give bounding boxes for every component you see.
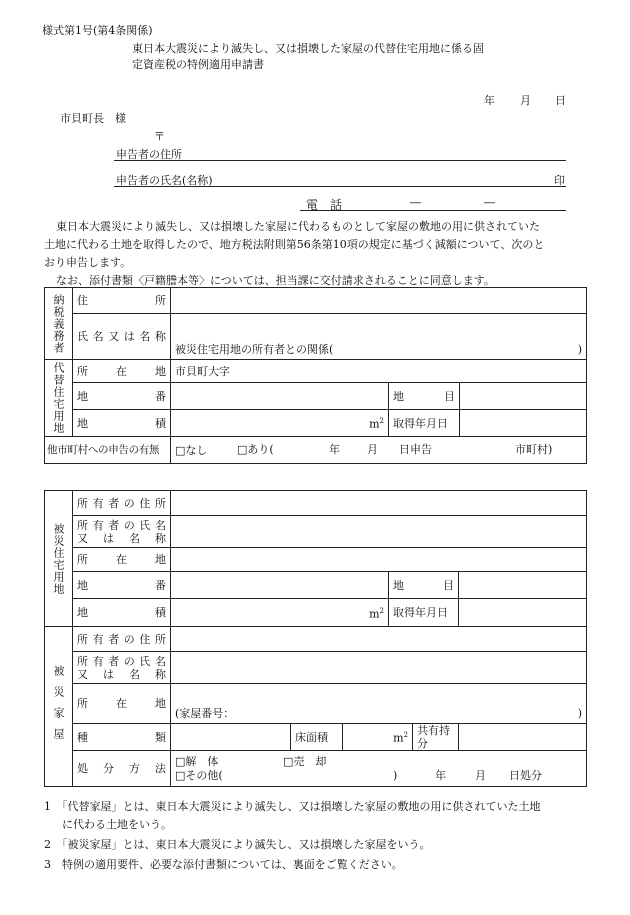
taxpayer-name-field[interactable] [171, 314, 587, 360]
other-muni-day: 日申告 [399, 443, 432, 456]
land-owner-name-label [73, 516, 171, 548]
disposal-month: 月 [475, 768, 486, 782]
land-acq-date-label: 取得年月日 [389, 599, 459, 627]
land-owner-address-label: 所有者の住所 [73, 491, 171, 516]
addressee: 市貝町長 様 [60, 112, 126, 125]
relation-label: 被災住宅用地の所有者との関係( [175, 343, 334, 356]
phone-label: 電 話 [306, 198, 343, 212]
applicant-name-line[interactable] [114, 186, 566, 187]
house-owner-address-field[interactable] [171, 627, 587, 652]
date-day-label: 日 [555, 94, 566, 107]
house-owner-address-label: 所有者の住所 [73, 627, 171, 652]
disposal-other-close: ) [393, 768, 398, 782]
house-location-field[interactable] [171, 684, 587, 724]
other-muni-month: 月 [367, 443, 378, 456]
alt-area-label: 地 積 [73, 410, 171, 437]
land-lot-field[interactable] [171, 572, 389, 599]
alt-land-category-field[interactable] [460, 383, 587, 410]
alt-location-field[interactable]: 市貝町大字 [171, 360, 587, 383]
date-year-label: 年 [484, 94, 495, 107]
land-owner-address-field[interactable] [171, 491, 587, 516]
applicant-address-line[interactable] [114, 160, 566, 161]
other-muni-field[interactable] [171, 437, 587, 464]
taxpayer-section-label: 納税義務者 [45, 288, 73, 360]
land-category-field[interactable] [459, 572, 587, 599]
house-kind-field[interactable] [171, 724, 291, 751]
disaster-land-section-label: 被災住宅用地 [45, 491, 73, 627]
intro-line1: 東日本大震災により滅失し、又は損壊した家屋に代わるものとして家屋の敷地の用に供されていた [56, 220, 540, 233]
form-number: 様式第1号(第4条関係) [42, 24, 153, 37]
date-month-label: 月 [520, 94, 531, 107]
alt-land-section-label: 代替住宅用地 [45, 360, 73, 437]
applicant-address-label: 申告者の住所 [116, 148, 182, 161]
other-muni-none[interactable]: □なし [175, 443, 208, 457]
intro-line2: 土地に代わる土地を取得したので、地方税法附則第56条第10項の規定に基づく減額について、次のと [44, 238, 545, 251]
taxpayer-address-field[interactable] [171, 288, 587, 314]
phone-separator-2: ― [484, 196, 495, 209]
alt-lot-label: 地 番 [73, 383, 171, 410]
alt-acq-date-field[interactable] [460, 410, 587, 437]
postal-mark: 〒 [154, 130, 165, 143]
land-owner-name-field[interactable] [171, 516, 587, 548]
land-category-label: 地 目 [389, 572, 459, 599]
note-1-line2: に代わる土地をいう。 [62, 818, 172, 831]
alt-area-unit-sup: 2 [379, 417, 384, 426]
phone-line[interactable] [300, 210, 566, 211]
taxpayer-address-label: 住 所 [73, 288, 171, 314]
disposal-demolish[interactable]: □解 体 [175, 754, 219, 768]
house-number-close: ) [577, 707, 582, 720]
disposal-day: 日処分 [509, 768, 542, 782]
disposal-sale[interactable]: □売 却 [283, 754, 327, 768]
note-1-line1: 1 「代替家屋」とは、東日本大震災により滅失し、又は損壊した家屋の敷地の用に供されていた土地 [44, 800, 541, 813]
other-muni-yes[interactable]: □あり( [237, 443, 274, 456]
table-disaster-land-house [44, 490, 587, 787]
applicant-name-label: 申告者の氏名(名称) [116, 174, 213, 187]
land-owner-name-label-2: 又 は 名 称 [77, 531, 166, 545]
alt-land-category-label: 地 目 [389, 383, 460, 410]
house-owner-name-label-1: 所有者の氏名 [77, 654, 166, 668]
floor-area-unit: m [393, 731, 404, 745]
land-owner-name-label-1: 所有者の氏名 [77, 518, 166, 532]
land-acq-date-field[interactable] [459, 599, 587, 627]
land-area-field[interactable] [171, 599, 389, 627]
disaster-house-section-label: 被災家屋 [45, 627, 73, 787]
alt-acq-date-label: 取得年月日 [389, 410, 460, 437]
other-muni-label: 他市町村への申告の有無 [45, 437, 171, 464]
house-owner-name-field[interactable] [171, 652, 587, 684]
phone-separator-1: ― [410, 196, 421, 209]
table-taxpayer-alt-land [44, 287, 587, 464]
note-2: 2 「被災家屋」とは、東日本大震災により滅失し、又は損壊した家屋をいう。 [44, 838, 431, 851]
disposal-method-field[interactable] [171, 751, 587, 787]
house-number-label: (家屋番号： [175, 707, 235, 720]
land-area-unit: m [369, 607, 380, 621]
intro-line3: おり申告します。 [44, 256, 132, 269]
house-owner-name-label-2: 又 は 名 称 [77, 667, 166, 681]
alt-area-field[interactable] [171, 410, 389, 437]
taxpayer-name-label: 氏名又は名称 [73, 314, 171, 360]
other-muni-year: 年 [329, 443, 340, 456]
house-location-label: 所 在 地 [73, 684, 171, 724]
floor-area-label: 床面積 [291, 724, 343, 751]
land-location-field[interactable] [171, 548, 587, 572]
form-title-line1: 東日本大震災により滅失し、又は損壊した家屋の代替住宅用地に係る固 [132, 42, 484, 55]
share-field[interactable] [459, 724, 587, 751]
share-label: 共有持分 [413, 724, 459, 751]
form-title-line2: 定資産税の特例適用申請書 [132, 58, 264, 71]
house-owner-name-label [73, 652, 171, 684]
disposal-method-label: 処 分 方 法 [73, 751, 171, 787]
seal-mark: 印 [554, 174, 565, 187]
land-location-label: 所 在 地 [73, 548, 171, 572]
note-3: 3 特例の適用要件、必要な添付書類については、裏面をご覧ください。 [44, 858, 403, 871]
land-area-unit-sup: 2 [379, 606, 384, 615]
land-lot-label: 地 番 [73, 572, 171, 599]
intro-consent: なお、添付書類〈戸籍謄本等〉については、担当課に交付請求されることに同意します。 [56, 274, 495, 287]
relation-close: ) [577, 343, 582, 356]
alt-lot-field[interactable] [171, 383, 389, 410]
disposal-other[interactable]: □その他( [175, 768, 223, 782]
floor-area-field[interactable] [343, 724, 413, 751]
land-area-label: 地 積 [73, 599, 171, 627]
alt-location-label: 所 在 地 [73, 360, 171, 383]
alt-area-unit: m [369, 417, 380, 431]
other-muni-name: 市町村) [515, 443, 553, 456]
floor-area-unit-sup: 2 [403, 731, 408, 740]
disposal-year: 年 [435, 768, 446, 782]
house-kind-label: 種 類 [73, 724, 171, 751]
